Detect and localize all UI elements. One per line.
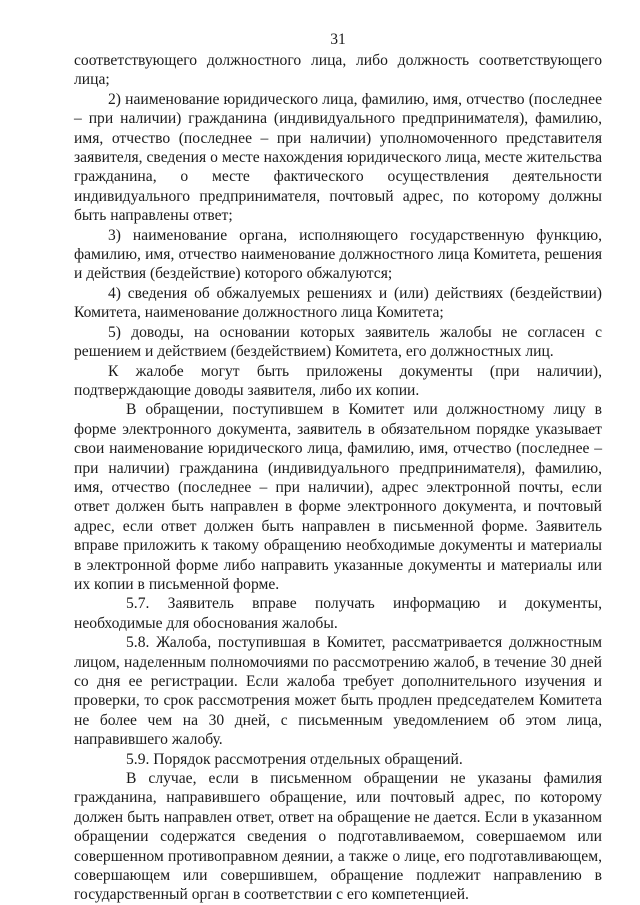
paragraph-anonymous-appeals: В случае, если в письменном обращении не указаны фамилия гражданина, направившего обращение, или почтовый адрес, по которому должен быть направлен ответ, ответ на обращение не дается. Если в указанном обращении содержатся сведения о подготавливаемом, совершаемом или совершенном противоправном деянии, а также о лице, его подготавливающем, совершающем или совершившем, обращение подлежит направлению в государственный орган в соответствии с его компетенцией. xyxy=(74,770,602,904)
paragraph-item-4-contested-decisions: 4) сведения об обжалуемых решениях и (или) действиях (бездействии) Комитета, наименование должностного лица Комитета; xyxy=(74,284,602,322)
paragraph-section-5-9-heading: 5.9. Порядок рассмотрения отдельных обращений. xyxy=(126,750,463,768)
paragraph-section-5-7: 5.7. Заявитель вправе получать информацию и документы, необходимые для обоснования жалобы. xyxy=(74,595,602,632)
paragraph-section-5-8: 5.8. Жалоба, поступившая в Комитет, рассматривается должностным лицом, наделенным полномочиями по рассмотрению жалоб, в течение 30 дней со дня ее регистрации. Если жалоба требует дополнительного изучения и проверки, то срок рассмотрения может быть продлен председателем Комитета не более чем на 30 дней, с письменным уведомлением об этом лица, направившего жалобу. xyxy=(74,634,602,749)
paragraph-item-5-arguments: 5) доводы, на основании которых заявитель жалобы не согласен с решением и действием (бездействием) Комитета, его должностных лиц. xyxy=(74,323,602,361)
page-number: 31 xyxy=(330,31,346,48)
paragraph-official-continuation: соответствующего должностного лица, либо должность соответствующего лица; xyxy=(74,52,602,89)
paragraph-item-3-authority-name: 3) наименование органа, исполняющего государственную функцию, фамилию, имя, отчество наименование должностного лица Комитета, решения и действия (бездействие) которого обжалуются; xyxy=(74,226,602,283)
paragraph-attachments: К жалобе могут быть приложены документы (при наличии), подтверждающие доводы заявителя, либо их копии. xyxy=(74,362,602,399)
paragraph-electronic-appeal: В обращении, поступившем в Комитет или должностному лицу в форме электронного документа, заявитель в обязательном порядке указывает свои наименование юридического лица, фамилию, имя, отчество (последнее – при наличии) гражданина (индивидуального предпринимателя), фамилию, имя, отчество (последнее – при наличии), адрес электронной почты, если ответ должен быть направлен в форме электронного документа, и почтовый адрес, если ответ должен быть направлен в письменной форме. Заявитель вправе приложить к такому обращению необходимые документы и материалы в электронной форме либо направить указанные документы и материалы или их копии в письменной форме. xyxy=(74,401,602,593)
paragraph-item-2-applicant-details: 2) наименование юридического лица, фамилию, имя, отчество (последнее – при наличии) гражданина (индивидуального предпринимателя), фамилию, имя, отчество (последнее – при наличии) уполномоченного представителя заявителя, сведения о месте нахождения юридического лица, месте жительства гражданина, о месте фактического осуществления деятельности индивидуального предпринимателя, почтовый адрес, по которому должны быть направлены ответ; xyxy=(74,90,602,225)
